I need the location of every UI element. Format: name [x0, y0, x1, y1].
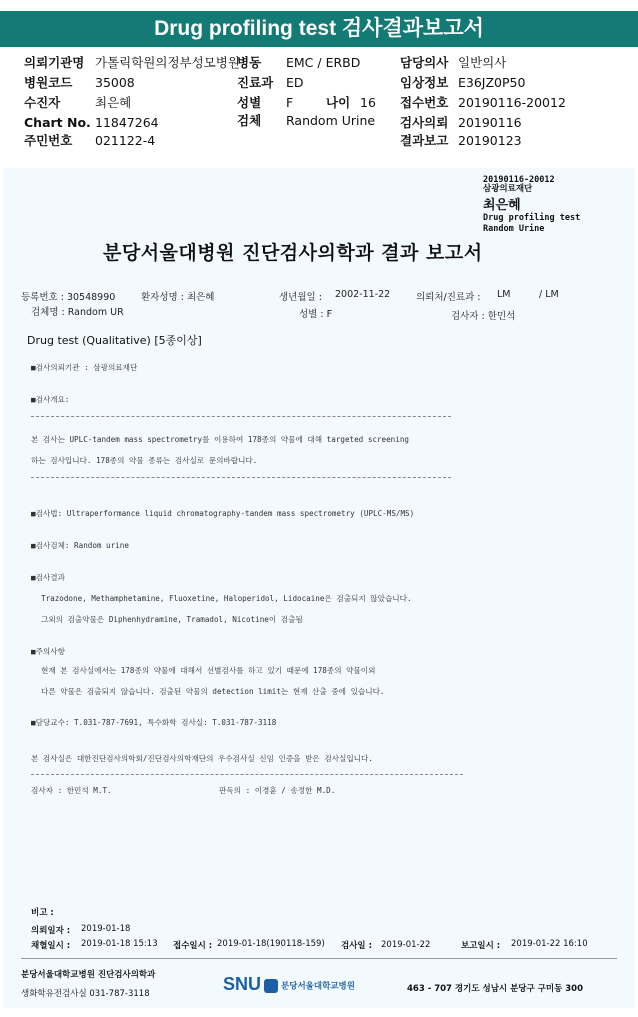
certification-text: 본 검사실은 대한진단검사의학회/진단검사의학재단의 우수검사실 신임 인증을 받은 검사실입니다. [31, 754, 373, 763]
resident-no-label: 주민번호 [24, 133, 73, 148]
age-label: 나이 [326, 95, 351, 110]
agency-value: 가톨릭학원의정부성모병원 [95, 55, 240, 70]
collect-time-label: 채혈일시 : [31, 941, 71, 951]
dashed-divider [31, 416, 451, 417]
snuh-logo-mark [264, 979, 278, 993]
specimen-name: 검체명 : Random UR [31, 307, 124, 318]
department-label: 진료과 [237, 75, 274, 90]
receipt-time-label: 접수일시 : [173, 941, 213, 951]
section-result: ■검사결과 [31, 573, 65, 582]
dept-value-1: LM [497, 289, 511, 300]
exam-date-label: 검사일 : [341, 941, 372, 951]
snuh-logo [223, 974, 355, 995]
collect-time-value: 2019-01-18 15:13 [81, 939, 158, 949]
section-overview: ■검사개요: [31, 395, 70, 404]
section-specimen: ■검사검체: Random urine [31, 541, 129, 550]
clinical-info-label: 임상정보 [400, 75, 449, 90]
dashed-divider [31, 477, 451, 478]
report-time-label: 보고일시 : [461, 941, 501, 951]
overview-text-1: 본 검사는 UPLC-tandem mass spectrometry를 이용하여 178종의 약물에 대해 targeted screening [31, 435, 409, 444]
request-date-value: 20190116 [458, 115, 522, 130]
snuh-logo-text: SNU [223, 974, 262, 994]
section-agency: ■검사의뢰기관 : 삼광의료재단 [31, 363, 138, 372]
stamp-test-name: Drug profiling test [483, 213, 581, 223]
request-date-footer-value: 2019-01-18 [81, 924, 131, 934]
ward-label: 병동 [237, 55, 262, 70]
chart-no-value: 11847264 [95, 115, 159, 130]
sex-label: 성별 [237, 95, 262, 110]
result-text-2: 그외의 검출약물은 Diphenhydramine, Tramadol, Nicotine이 검출됨 [41, 615, 303, 624]
report-date-value: 20190123 [458, 133, 522, 148]
stamp-lab: 삼광의료재단 [483, 184, 533, 194]
department-value: ED [286, 75, 304, 90]
note-label: 비고 : [31, 908, 54, 918]
report-title: 분당서울대병원 진단검사의학과 결과 보고서 [103, 242, 483, 264]
caution-text-2: 다른 약물은 검출되지 않습니다. 검출된 약물의 detection limit는 현재 산출 중에 있습니다. [41, 687, 385, 696]
age-value: 16 [360, 95, 376, 110]
hospital-code-label: 병원코드 [24, 75, 73, 90]
patient-header [0, 50, 638, 168]
report-time-value: 2019-01-22 16:10 [511, 939, 588, 949]
specimen-label: 검체 [237, 113, 262, 128]
stamp-specimen: Random Urine [483, 224, 545, 234]
caution-text-1: 현재 본 검사실에서는 178종의 약물에 대해서 선별검사를 하고 있기 때문에 178종의 약물이외 [41, 666, 376, 675]
chart-no-label: Chart No. [24, 115, 91, 130]
report-date-label: 결과보고 [400, 133, 449, 148]
doctor-value: 일반의사 [458, 55, 507, 70]
agency-label: 의뢰기관명 [24, 55, 85, 70]
dept-name: 분당서울대학교병원 진단검사의학과 [21, 970, 156, 980]
receipt-time-value: 2019-01-18(190118-159) [217, 939, 325, 949]
overview-text-2: 하는 검사입니다. 178종의 약물 종류는 검사실로 문의바랍니다. [31, 456, 258, 465]
dashed-divider [31, 774, 463, 775]
dob-label: 생년월일 : [279, 292, 322, 303]
ward-value: EMC / ERBD [286, 55, 361, 70]
test-title: Drug test (Qualitative) [5종이상] [27, 334, 202, 347]
request-date-footer-label: 의뢰일자 : [31, 926, 71, 936]
result-text-1: Trazodone, Methamphetamine, Fluoxetine, Haloperidol, Lidocaine은 검출되지 않았습니다. [41, 594, 412, 603]
dob-value: 2002-11-22 [335, 289, 391, 300]
receipt-no-value: 20190116-20012 [458, 95, 566, 110]
report-sex: 성별 : F [299, 309, 333, 320]
receipt-no-label: 접수번호 [400, 95, 449, 110]
report-banner: Drug profiling test 검사결과보고서 [0, 11, 638, 47]
scanned-report [3, 168, 635, 1008]
doctor-label: 담당의사 [400, 55, 449, 70]
hospital-address: 463 - 707 경기도 성남시 분당구 구미동 300 [407, 984, 584, 994]
dept-value-2: / LM [539, 289, 559, 300]
sex-value: F [286, 95, 294, 110]
stamp-patient-name: 최은혜 [483, 198, 521, 213]
stamp-receipt-no: 20190116-20012 [483, 175, 555, 185]
section-method: ■검사법: Ultraperformance liquid chromatography-tandem mass spectrometry (UPLC-MS/MS) [31, 509, 415, 518]
section-caution: ■주의사항 [31, 647, 65, 656]
exam-date-value: 2019-01-22 [381, 940, 431, 950]
clinical-info-value: E36JZ0P50 [458, 75, 526, 90]
snuh-logo-name: 분당서울대학교병원 [281, 981, 355, 992]
resident-no-value: 021122-4 [95, 133, 156, 148]
report-examiner: 검사자 : 한민석 [451, 311, 516, 322]
examiner-signoff: 검사자 : 한민석 M.T. [31, 786, 112, 795]
section-contact: ■담당교수: T.031-787-7691, 특수화학 검사실: T.031-787-3118 [31, 718, 277, 727]
request-date-label: 검사의뢰 [400, 115, 449, 130]
specimen-value: Random Urine [286, 113, 376, 128]
footer-divider [21, 958, 617, 959]
registration-no: 등록번호 : 30548990 [21, 292, 116, 303]
reader-signoff: 판독의 : 이경훈 / 송정한 M.D. [219, 786, 336, 795]
dept-label: 의뢰처/진료과 : [416, 292, 481, 303]
lab-contact: 생화학유전검사실 031-787-3118 [21, 989, 150, 999]
patient-name: 환자성명 : 최은혜 [141, 292, 215, 303]
hospital-code-value: 35008 [95, 75, 135, 90]
patient-value: 최은혜 [95, 95, 132, 110]
patient-label: 수진자 [24, 95, 61, 110]
